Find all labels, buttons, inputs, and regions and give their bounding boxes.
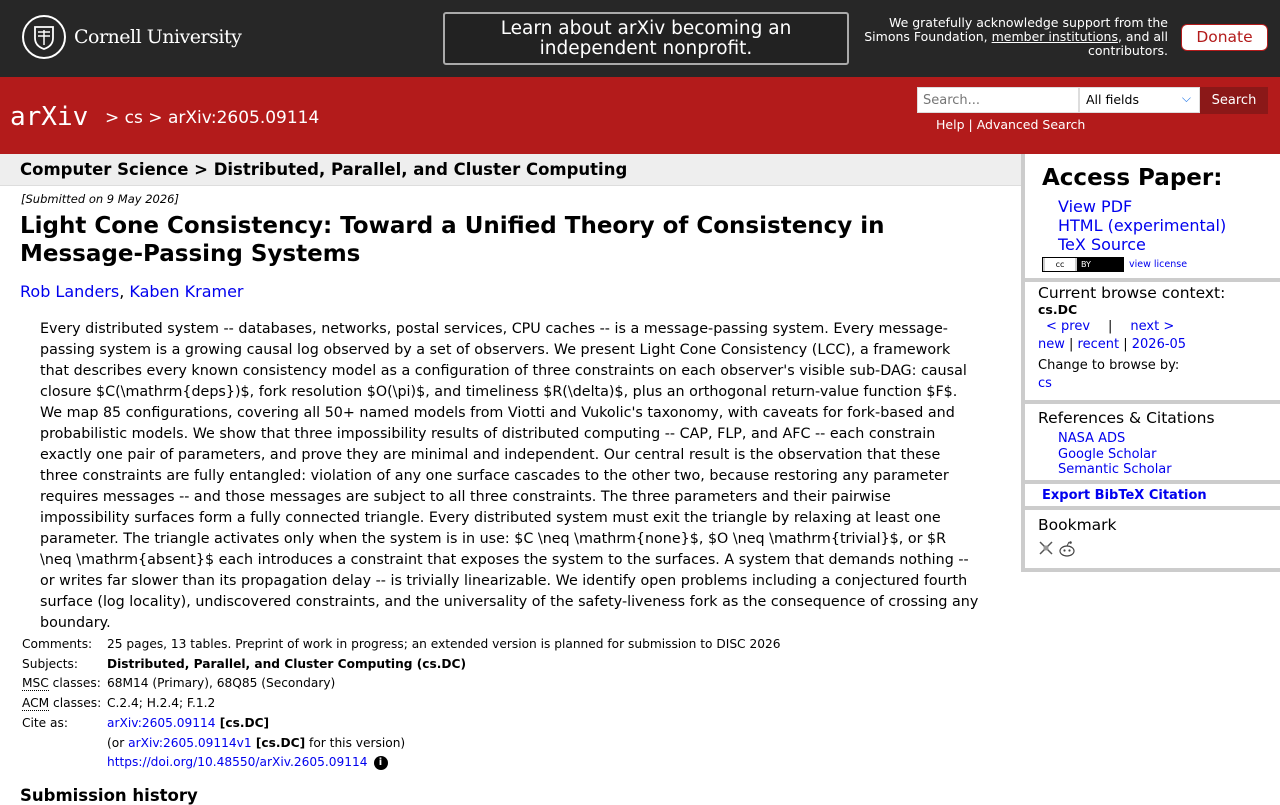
support-text-1: We gratefully acknowledge support from the	[888, 15, 1168, 30]
link-separator: |	[968, 117, 973, 132]
browse-cs	[1038, 376, 1052, 391]
cc-by-badge[interactable]	[1042, 257, 1124, 272]
meta-key: Subjects:	[22, 656, 79, 671]
search-field-value: All fields	[1086, 92, 1139, 107]
category-heading: Computer Science > Distributed, Parallel, and Cluster Computing	[20, 160, 628, 179]
cornell-name: Cornell University	[74, 26, 242, 48]
reddit-icon[interactable]	[1058, 540, 1076, 562]
tex-source-link[interactable]: TeX Source	[1058, 235, 1146, 254]
bookmark-icons	[1038, 540, 1076, 562]
access-paper-heading: Access Paper:	[1042, 165, 1223, 191]
meta-key	[22, 674, 107, 694]
search-links	[936, 117, 1085, 132]
paper-title: Light Cone Consistency: Toward a Unified Theory of Consistency in Message-Passing Systems	[20, 213, 885, 267]
meta-key: Comments:	[22, 637, 93, 651]
new-link[interactable]: new	[1038, 337, 1065, 352]
meta-row-cite-version	[22, 734, 780, 754]
classes-label: classes:	[48, 676, 101, 691]
breadcrumb	[105, 108, 319, 128]
abstract: Every distributed system -- databases, networks, postal services, CPU caches -- is a message-passing system. Every message-passing system is a growing causal log observed by a set of observers. We present Light Cone Consistency (LCC), a framework that describes every known consistency model as a configuration of three constraints on each observer's visible sub-DAG: causal closure $C(\mathrm{deps})$, fork resolution $O(\pi)$, and timeliness $R(\delta)$, plus an orthogonal return-value function $F$. We map 85 configurations, covering all 50+ named models from Viotti and Vukolic's taxonomy, with caveats for fork-based and probabilistic models. We show that three impossibility results of distributed computing -- CAP, FLP, and AFC -- each constrain exactly one pair of parameters, and prove they are minimal and independent. Our central result is the observation that these three constraints are fully entangled: violation of any one surface cascades to the other two, because restoring any parameter requires messages -- and those messages are subject to all three constraints. The three parameters and their pairwise impossibility surfaces form a fully connected triangle. Every distributed system must exit the triangle by relaxing at least one parameter. The triangle activates only when the system is in use: $C \neq \mathrm{none}$, $O \neq \mathrm{trivial}$, or $R \neq \mathrm{absent}$ each introduces a constraint that exposes the system to the surfaces. A system that demands nothing -- or writes far slower than its propagation delay -- is trivially linearizable. We identify open problems including a conjectured fourth surface (log locality), undiscovered constraints, and the universality of the safety-liveness fork as the consequence of crossing any boundary.	[40, 321, 979, 631]
export-bibtex-link[interactable]: Export BibTeX Citation	[1042, 488, 1207, 503]
submission-date: [Submitted on 9 May 2026]	[21, 192, 179, 206]
cite-category: [cs.DC]	[215, 715, 270, 730]
author-list: Rob Landers, Kaben Kramer	[20, 282, 244, 301]
crumb-sep: >	[148, 108, 163, 128]
meta-row-doi	[22, 753, 780, 773]
semantic-scholar-link[interactable]: Semantic Scholar	[1058, 462, 1172, 477]
nasa-ads-link[interactable]: NASA ADS	[1058, 431, 1126, 446]
meta-row-subjects	[22, 655, 780, 675]
meta-row-cite	[22, 714, 780, 734]
meta-key: Cite as:	[22, 715, 68, 730]
view-license-link[interactable]: view license	[1129, 259, 1188, 270]
cornell-logo[interactable]	[22, 15, 241, 59]
browse-nav	[1046, 319, 1174, 334]
subjects-value: Distributed, Parallel, and Cluster Computing (cs.DC)	[107, 656, 467, 671]
doi-link[interactable]: https://doi.org/10.48550/arXiv.2605.09114	[107, 755, 368, 770]
nav-separator: |	[1069, 337, 1074, 352]
support-text	[860, 16, 1168, 58]
submission-history-heading: Submission history	[20, 786, 198, 805]
donate-button[interactable]: Donate	[1181, 24, 1268, 51]
classes-label: classes:	[49, 696, 102, 711]
arxiv-logo[interactable]	[10, 98, 102, 142]
comments-value: 25 pages, 13 tables. Preprint of work in progress; an extended version is planned for submission to DISC 2026	[107, 637, 781, 651]
member-institutions-link[interactable]: member institutions	[991, 29, 1118, 44]
metadata-table	[22, 635, 780, 773]
author-link[interactable]: Rob Landers	[20, 282, 120, 301]
help-link[interactable]: Help	[936, 117, 965, 132]
bibsonomy-icon[interactable]	[1038, 540, 1054, 562]
support-text-3: , and all contributors.	[1088, 29, 1168, 58]
search-input[interactable]	[917, 87, 1079, 113]
month-link[interactable]: 2026-05	[1131, 337, 1187, 352]
html-link[interactable]: HTML (experimental)	[1058, 216, 1227, 235]
crumb-paper-link[interactable]: arXiv:2605.09114	[167, 108, 320, 128]
cite-or: (or	[107, 735, 129, 750]
browse-context-category: cs.DC	[1038, 302, 1078, 317]
advanced-search-link[interactable]: Advanced Search	[976, 117, 1086, 132]
browse-cs-link[interactable]: cs	[1038, 376, 1052, 391]
crumb-sep: >	[105, 108, 120, 128]
google-scholar-link[interactable]: Google Scholar	[1058, 446, 1157, 462]
support-text-2: Simons Foundation,	[864, 29, 988, 44]
acm-value: C.2.4; H.2.4; F.1.2	[107, 696, 216, 711]
cite-version-suffix: for this version)	[305, 735, 406, 750]
nav-separator: |	[1108, 319, 1113, 334]
arxiv-logo-text: arXiv	[10, 102, 89, 132]
crumb-cs-link[interactable]: cs	[124, 108, 143, 128]
announcement-button[interactable]: Learn about arXiv becoming an independent nonprofit.	[443, 12, 849, 65]
cite-value	[107, 714, 269, 734]
access-links	[1058, 197, 1226, 254]
references-links	[1058, 431, 1172, 478]
cite-v1-link[interactable]: arXiv:2605.09114v1	[128, 735, 252, 750]
browse-list-links	[1038, 337, 1186, 352]
meta-row-comments	[22, 635, 780, 655]
next-link[interactable]: next >	[1130, 319, 1175, 334]
doi-value	[107, 753, 388, 773]
acm-abbr: ACM	[22, 696, 50, 711]
cornell-seal-icon	[22, 15, 66, 59]
browse-context-heading: Current browse context:	[1038, 284, 1226, 302]
prev-link[interactable]: < prev	[1046, 319, 1091, 334]
cc-label: cc	[1045, 258, 1075, 271]
cite-link[interactable]: arXiv:2605.09114	[107, 715, 216, 730]
cite-version	[107, 734, 405, 754]
nav-separator: |	[1123, 337, 1128, 352]
meta-row-acm	[22, 694, 780, 714]
bookmark-heading: Bookmark	[1038, 516, 1117, 534]
author-link[interactable]: Kaben Kramer	[129, 282, 244, 301]
msc-value: 68M14 (Primary), 68Q85 (Secondary)	[107, 676, 336, 691]
change-browse-label: Change to browse by:	[1038, 358, 1180, 373]
chevron-down-icon: ⌵	[1181, 91, 1191, 105]
meta-row-msc	[22, 674, 780, 694]
cite-v1-category: [cs.DC]	[251, 735, 306, 750]
search-button[interactable]: Search	[1200, 87, 1268, 114]
info-icon[interactable]: i	[374, 756, 388, 770]
msc-abbr: MSC	[22, 676, 49, 691]
by-label: BY	[1077, 258, 1123, 271]
search-field-select[interactable]	[1079, 87, 1200, 113]
references-heading: References & Citations	[1038, 409, 1215, 427]
recent-link[interactable]: recent	[1077, 337, 1120, 352]
license	[1042, 257, 1187, 272]
view-pdf-link[interactable]: View PDF	[1058, 197, 1133, 216]
meta-key	[22, 694, 107, 714]
